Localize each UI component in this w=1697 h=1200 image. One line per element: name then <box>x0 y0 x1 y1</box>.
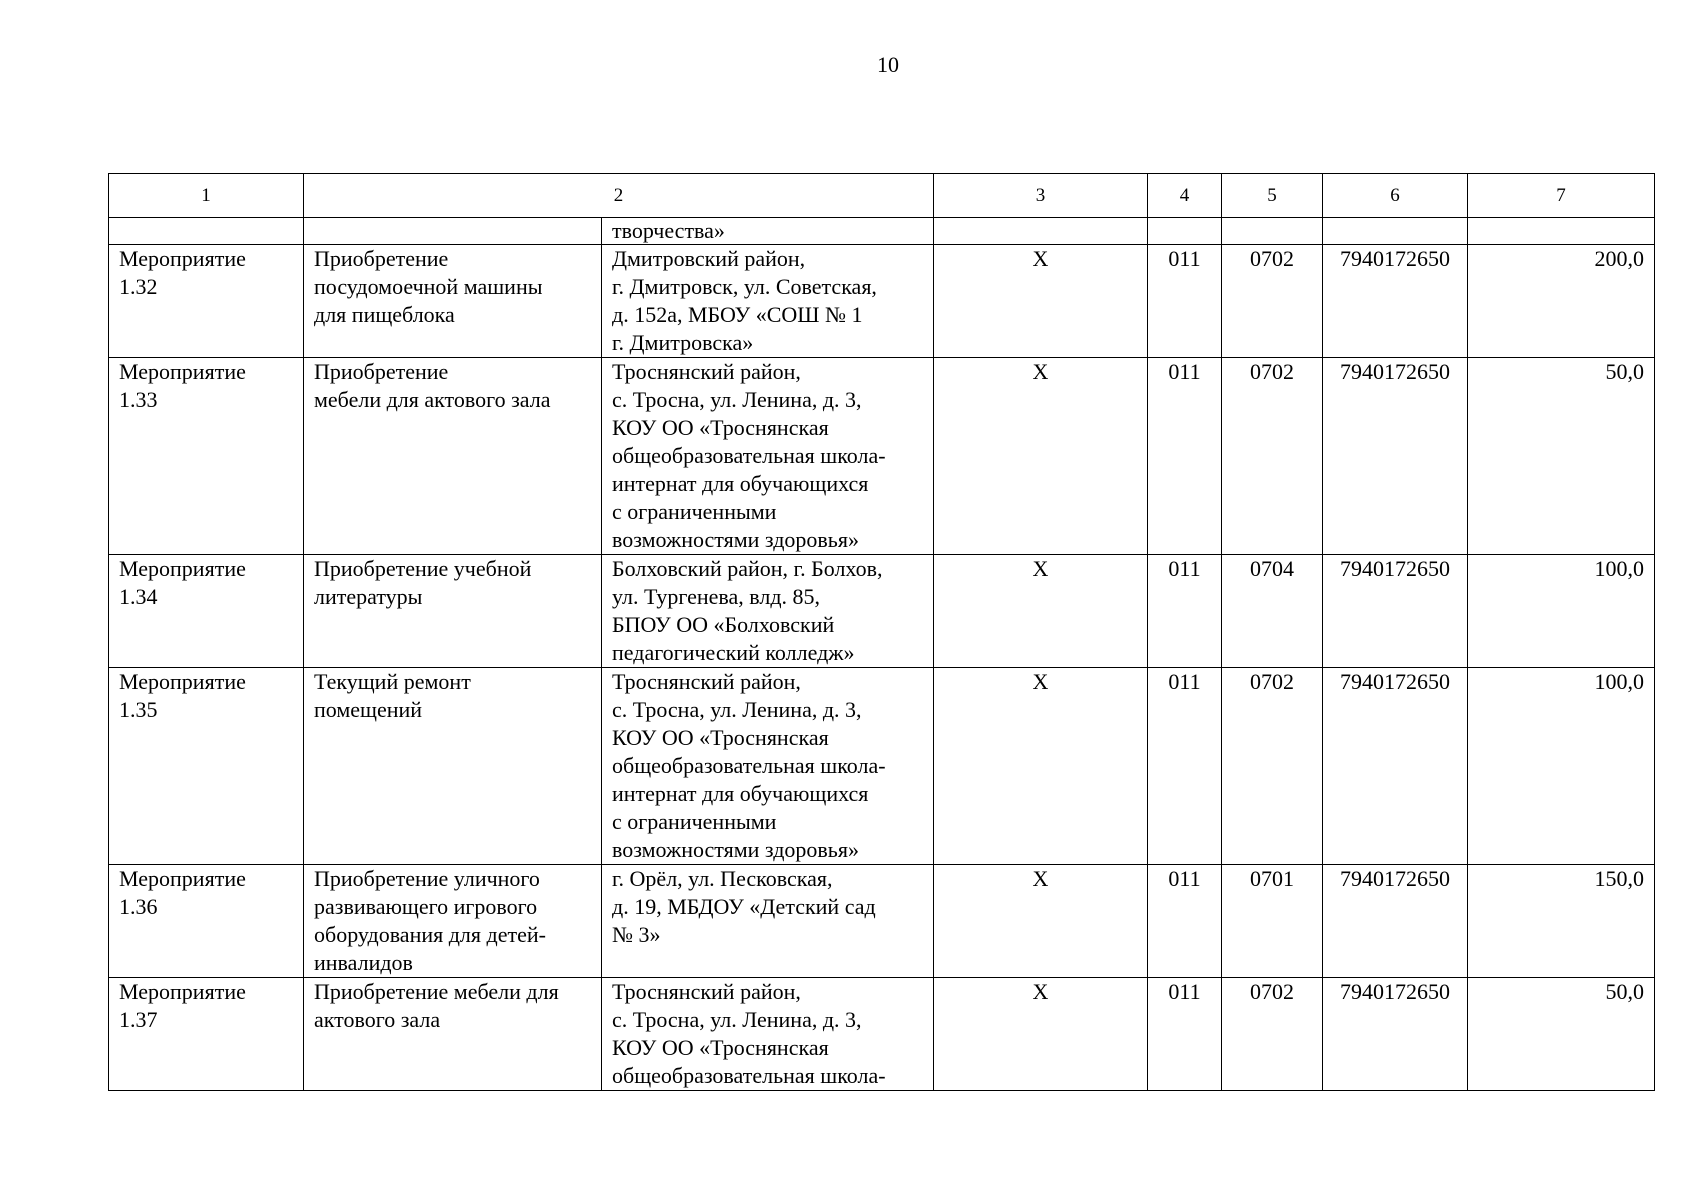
activity-address-cell-line: г. Дмитровск, ул. Советская, <box>612 274 877 299</box>
continuation-empty-cell <box>1148 218 1222 245</box>
activity-address-cell <box>602 865 934 978</box>
activity-id-cell-line: 1.33 <box>119 387 158 412</box>
activity-id-cell <box>109 358 304 555</box>
col6-cell: 7940172650 <box>1323 978 1468 1091</box>
activity-address-cell-line: Дмитровский район, <box>612 246 806 271</box>
table-row <box>109 978 1655 1091</box>
col4-cell: 011 <box>1148 555 1222 668</box>
activity-name-cell-line: Приобретение <box>314 246 449 271</box>
activity-name-cell-line: помещений <box>314 697 423 722</box>
activity-address-cell-line: педагогический колледж» <box>612 640 855 665</box>
activity-id-cell-line: Мероприятие <box>119 866 246 891</box>
col4-cell: 011 <box>1148 978 1222 1091</box>
activity-address-cell-line: общеобразовательная школа- <box>612 753 886 778</box>
activity-name-cell-line: для пищеблока <box>314 302 455 327</box>
activity-name-cell-line: актового зала <box>314 1007 441 1032</box>
col3-cell: Х <box>934 865 1148 978</box>
activity-address-cell-line: возможностями здоровья» <box>612 527 859 552</box>
col7-cell: 50,0 <box>1468 358 1655 555</box>
continuation-empty-cell <box>109 218 304 245</box>
activity-id-cell <box>109 245 304 358</box>
continuation-empty-cell <box>1323 218 1468 245</box>
continuation-empty-cell <box>1222 218 1323 245</box>
col6-cell: 7940172650 <box>1323 358 1468 555</box>
activity-address-cell-line: интернат для обучающихся <box>612 781 869 806</box>
activity-name-cell-line: Приобретение уличного <box>314 866 540 891</box>
table-row <box>109 668 1655 865</box>
activity-address-cell-line: с. Тросна, ул. Ленина, д. 3, <box>612 1007 862 1032</box>
activity-name-cell-line: развивающего игрового <box>314 894 538 919</box>
col4-cell: 011 <box>1148 865 1222 978</box>
activity-id-cell-line: Мероприятие <box>119 979 246 1004</box>
col3-cell: Х <box>934 668 1148 865</box>
activity-id-cell-line: 1.32 <box>119 274 158 299</box>
col7-cell: 150,0 <box>1468 865 1655 978</box>
activity-address-cell <box>602 245 934 358</box>
column-header-4: 4 <box>1148 174 1222 218</box>
col7-cell: 100,0 <box>1468 555 1655 668</box>
col3-cell: Х <box>934 978 1148 1091</box>
column-header-6: 6 <box>1323 174 1468 218</box>
column-header-3: 3 <box>934 174 1148 218</box>
activity-address-cell-line: с. Тросна, ул. Ленина, д. 3, <box>612 697 862 722</box>
activity-address-cell <box>602 358 934 555</box>
col3-cell: Х <box>934 358 1148 555</box>
col7-cell: 200,0 <box>1468 245 1655 358</box>
activity-id-cell-line: 1.34 <box>119 584 158 609</box>
activity-address-cell-line: интернат для обучающихся <box>612 471 869 496</box>
table-row <box>109 865 1655 978</box>
col5-cell: 0702 <box>1222 245 1323 358</box>
col6-cell: 7940172650 <box>1323 668 1468 865</box>
col5-cell: 0702 <box>1222 978 1323 1091</box>
activity-name-cell-line: оборудования для детей- <box>314 922 546 947</box>
activity-id-cell <box>109 865 304 978</box>
activity-address-cell-line: общеобразовательная школа- <box>612 1063 886 1088</box>
continuation-row <box>109 218 1655 245</box>
activity-address-cell <box>602 668 934 865</box>
activity-name-cell <box>304 245 602 358</box>
activity-address-cell-line: с. Тросна, ул. Ленина, д. 3, <box>612 387 862 412</box>
col4-cell: 011 <box>1148 668 1222 865</box>
col5-cell: 0704 <box>1222 555 1323 668</box>
col5-cell: 0701 <box>1222 865 1323 978</box>
activity-id-cell <box>109 978 304 1091</box>
col6-cell: 7940172650 <box>1323 245 1468 358</box>
continuation-empty-cell <box>1468 218 1655 245</box>
activity-address-cell-line: г. Дмитровска» <box>612 330 754 355</box>
col4-cell: 011 <box>1148 358 1222 555</box>
continuation-address-cell <box>602 218 934 245</box>
activity-name-cell-line: литературы <box>314 584 423 609</box>
col7-cell: 100,0 <box>1468 668 1655 865</box>
col4-cell: 011 <box>1148 245 1222 358</box>
col3-cell: Х <box>934 245 1148 358</box>
activity-address-cell-line: г. Орёл, ул. Песковская, <box>612 866 833 891</box>
activity-name-cell-line: Текущий ремонт <box>314 669 471 694</box>
table-row <box>109 245 1655 358</box>
activity-name-cell <box>304 865 602 978</box>
column-header-2: 2 <box>304 174 934 218</box>
activity-id-cell <box>109 555 304 668</box>
activity-id-cell-line: Мероприятие <box>119 359 246 384</box>
activity-address-cell-line: с ограниченными <box>612 499 777 524</box>
col5-cell: 0702 <box>1222 668 1323 865</box>
col6-cell: 7940172650 <box>1323 865 1468 978</box>
activity-address-cell-line: возможностями здоровья» <box>612 837 859 862</box>
activity-address-cell-line: с ограниченными <box>612 809 777 834</box>
col7-cell: 50,0 <box>1468 978 1655 1091</box>
activity-id-cell-line: 1.36 <box>119 894 158 919</box>
activity-address-cell-line: д. 19, МБДОУ «Детский сад <box>612 894 876 919</box>
activity-name-cell-line: мебели для актового зала <box>314 387 551 412</box>
continuation-empty-cell <box>934 218 1148 245</box>
column-header-5: 5 <box>1222 174 1323 218</box>
activities-table <box>108 173 1655 1091</box>
activity-address-cell <box>602 978 934 1091</box>
activity-name-cell <box>304 555 602 668</box>
activity-name-cell-line: Приобретение учебной <box>314 556 532 581</box>
col3-cell: Х <box>934 555 1148 668</box>
activity-address-cell-line: КОУ ОО «Троснянская <box>612 415 829 440</box>
activity-address-cell-line: ул. Тургенева, влд. 85, <box>612 584 821 609</box>
activity-address-cell <box>602 555 934 668</box>
activity-address-cell-line: Троснянский район, <box>612 979 801 1004</box>
activity-address-cell-line: Троснянский район, <box>612 359 801 384</box>
col6-cell: 7940172650 <box>1323 555 1468 668</box>
activity-id-cell <box>109 668 304 865</box>
activity-id-cell-line: Мероприятие <box>119 246 246 271</box>
activity-name-cell <box>304 668 602 865</box>
activity-name-cell-line: инвалидов <box>314 950 413 975</box>
activity-address-cell-line: Болховский район, г. Болхов, <box>612 556 883 581</box>
activity-name-cell-line: Приобретение <box>314 359 449 384</box>
activity-name-cell <box>304 358 602 555</box>
address-line: творчества» <box>612 218 725 243</box>
header-row <box>109 174 1655 218</box>
activity-address-cell-line: № 3» <box>612 922 661 947</box>
page-number: 10 <box>877 52 899 77</box>
activity-address-cell-line: БПОУ ОО «Болховский <box>612 612 835 637</box>
activity-address-cell-line: Троснянский район, <box>612 669 801 694</box>
table-row <box>109 358 1655 555</box>
activity-name-cell-line: Приобретение мебели для <box>314 979 559 1004</box>
activity-id-cell-line: 1.35 <box>119 697 158 722</box>
column-header-1: 1 <box>109 174 304 218</box>
activity-id-cell-line: Мероприятие <box>119 556 246 581</box>
activity-address-cell-line: д. 152а, МБОУ «СОШ № 1 <box>612 302 863 327</box>
activity-address-cell-line: КОУ ОО «Троснянская <box>612 1035 829 1060</box>
continuation-empty-cell <box>304 218 602 245</box>
col5-cell: 0702 <box>1222 358 1323 555</box>
activity-address-cell-line: общеобразовательная школа- <box>612 443 886 468</box>
column-header-7: 7 <box>1468 174 1655 218</box>
activity-address-cell-line: КОУ ОО «Троснянская <box>612 725 829 750</box>
activity-id-cell-line: Мероприятие <box>119 669 246 694</box>
activity-id-cell-line: 1.37 <box>119 1007 158 1032</box>
table-row <box>109 555 1655 668</box>
activity-name-cell-line: посудомоечной машины <box>314 274 543 299</box>
activity-name-cell <box>304 978 602 1091</box>
